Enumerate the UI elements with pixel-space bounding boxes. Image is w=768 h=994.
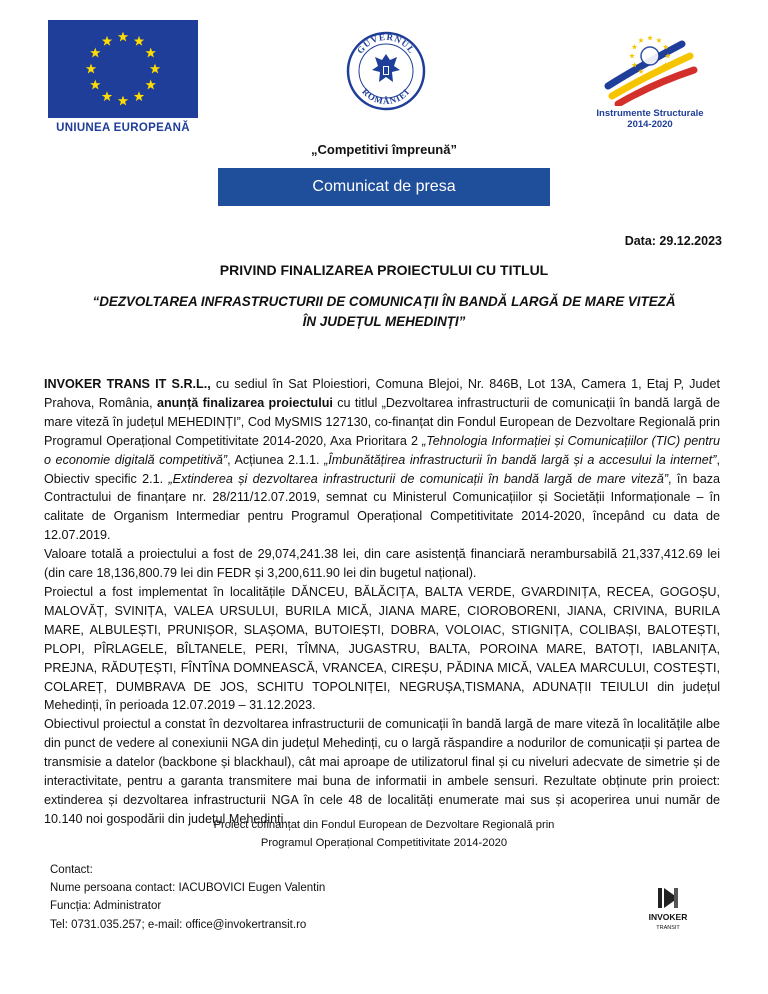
svg-text:ROMÂNIEI: ROMÂNIEI (360, 86, 412, 107)
structural-caption (586, 108, 714, 130)
paragraph-objective: Obiectivul proiectul a constat în dezvoltarea infrastructurii de comunicații în bandă largă de mare viteză în localitățile albe din punct de vedere al conexiunii NGA din județul Mehedinți, cu o largă răspandire a nodurilor de comunicații și partea de transmisie a datelor (backbone și blackhaul), cât mai aproape de utilizatorul final și cu niveluri adecvate de simetrie și de interactivitate, pentru a garanta transmitere mai buna de informatii in ambele sensuri. Rezultate obținute prin proiect: extinderea și dezvoltarea infrastructurii NGA în cele 48 de localități enumerate mai sus și acoperirea unui număr de 10.140 noi gospodării din județul Mehedinți. (44, 717, 720, 826)
intro-text-3: , Acțiunea 2.1.1. (227, 452, 325, 467)
paragraph-intro (44, 375, 720, 545)
eu-logo (48, 20, 198, 134)
project-title-line-2: ÎN JUDEȚUL MEHEDINȚI” (302, 314, 466, 329)
logo-row (0, 0, 768, 140)
project-title (60, 292, 708, 332)
eu-flag-icon (48, 20, 198, 118)
invoker-logo-sub: TRANSIT (656, 925, 680, 931)
intro-text-5: , în baza Contractului de finanțare nr. 28/211/12.07.2019, semnat cu Ministerul Comunicațiilor și Societății Informaționale – în calitate de Organism Intermediar pentru Programul Operațional Competitivitate 2014-2020, începând cu data de 12.07.2019. (44, 471, 721, 543)
contact-heading: Contact: (50, 864, 93, 876)
action-name: „Îmbunătățirea infrastructurii în bandă largă și a accesului la internet” (324, 452, 717, 467)
intro-text-1: cu sediul în Sat Ploiestiori, Comuna Blejoi, Nr. 846B, Lot 13A, Camera 1, Etaj P, Judet Prahova, România, (44, 377, 720, 410)
document-date: Data: 29.12.2023 (624, 234, 722, 248)
structural-caption-title: Instrumente Structurale (596, 108, 704, 119)
company-name: INVOKER TRANS IT S.R.L., (44, 377, 211, 391)
structural-instruments-logo (586, 26, 714, 128)
press-release-banner: Comunicat de presa (218, 168, 550, 206)
cofinancing-note-line-1: Proiect cofinanțat din Fondul European de Dezvoltare Regională prin (213, 819, 555, 831)
slogan: „Competitivi împreună” (311, 142, 457, 157)
document-body (44, 375, 720, 829)
structural-star-icon (638, 37, 644, 42)
structural-star-icon (647, 35, 653, 40)
axis-name: „Tehnologia Informației și Comunicațiilor (TIC) pentru o economie digitală competitivă” (44, 433, 720, 467)
contact-role: Funcția: Administrator (50, 900, 162, 913)
contact-phone-email: Tel: 0731.035.257; e-mail: office@invokertransit.ro (50, 918, 307, 931)
contact-name: Nume persoana contact: IACUBOVICI Eugen Valentin (50, 882, 326, 895)
objective-name: „Extinderea și dezvoltarea infrastructurii de comunicații în bandă largă de mare viteză” (168, 471, 669, 486)
document-title: PRIVIND FINALIZAREA PROIECTULUI CU TITLUL (219, 262, 549, 278)
structural-star-icon (629, 53, 635, 58)
structural-star-icon (656, 37, 662, 42)
cofinancing-note (0, 816, 768, 852)
invoker-logo-icon (644, 884, 692, 940)
invoker-logo-name: INVOKER (648, 912, 688, 922)
cofinancing-note-line-2: Programul Operațional Competitivitate 2014-2020 (260, 837, 508, 849)
structural-star-icon (632, 44, 638, 49)
government-seal-icon (345, 26, 427, 116)
svg-text:GUVERNUL: GUVERNUL (354, 31, 418, 56)
structural-caption-years: 2014-2020 (627, 119, 673, 130)
paragraph-localities: Proiectul a fost implementat în localitățile DĂNCEU, BĂLĂCIȚA, BALTA VERDE, GVARDINIȚA, RECEA, GOGOȘU, MALOVĂȚ, SVINIȚA, VALEA URSULUI, BURILA MICĂ, JIANA MARE, CIOROBORENI, JIANA, CRIVINA, BURILA MARE, ALBULEȘTI, PRUNIȘOR, SLAȘOMA, BUTOIEȘTI, DOBRA, VOLOIAC, STIGNIȚA, COLIBAȘI, BALOTEȘTI, PLOPI, PÎRLAGELE, BÎLTANELE, PERI, TÎMNA, JUGASTRU, BALTA, POROINA MARE, BATOȚI, IABLANIȚA, PREJNA, RĂDUȚEȘTI, FÎNTÎNA DOMNEASCĂ, VRANCEA, CIREȘU, PĂDINA MICĂ, VALEA MARCULUI, COSTEȘTI, COLAREȚ, DUMBRAVA DE JOS, SCHITU TOPOLNIȚEI, NEGRUȘA,TISMANA, ADUNAȚII TEIULUI din județul Mehedinți, în perioada 12.07.2019 – 31.12.2023. (44, 584, 720, 713)
intro-text-4: , Obiectiv specific 2.1. (44, 452, 720, 486)
announce-text: anunță finalizarea proiectului (156, 395, 333, 410)
project-title-line-1: “DEZVOLTAREA INFRASTRUCTURII DE COMUNICAȚII ÎN BANDĂ LARGĂ DE MARE VITEZĂ (92, 294, 676, 309)
paragraph-value: Valoare totală a proiectului a fost de 29,074,241.38 lei, din care asistență financiară nerambursabilă 21,337,412.69 lei (din care 18,136,800.79 lei din FEDR și 3,200,611.90 lei din bugetul național). (44, 547, 720, 581)
intro-text-2: cu titlul „Dezvoltarea infrastructurii de comunicații în bandă largă de mare viteză în județul MEHEDINȚI”, Cod MySMIS 127130, co-finanțat din Fondul European de Dezvoltare Regională prin Programul Operațional Competitivitate 2014-2020, Axa Prioritara 2 (44, 395, 721, 448)
structural-swoosh-icon (586, 26, 714, 106)
eu-caption: UNIUNEA EUROPEANĂ (56, 122, 190, 134)
contact-block (50, 861, 325, 934)
